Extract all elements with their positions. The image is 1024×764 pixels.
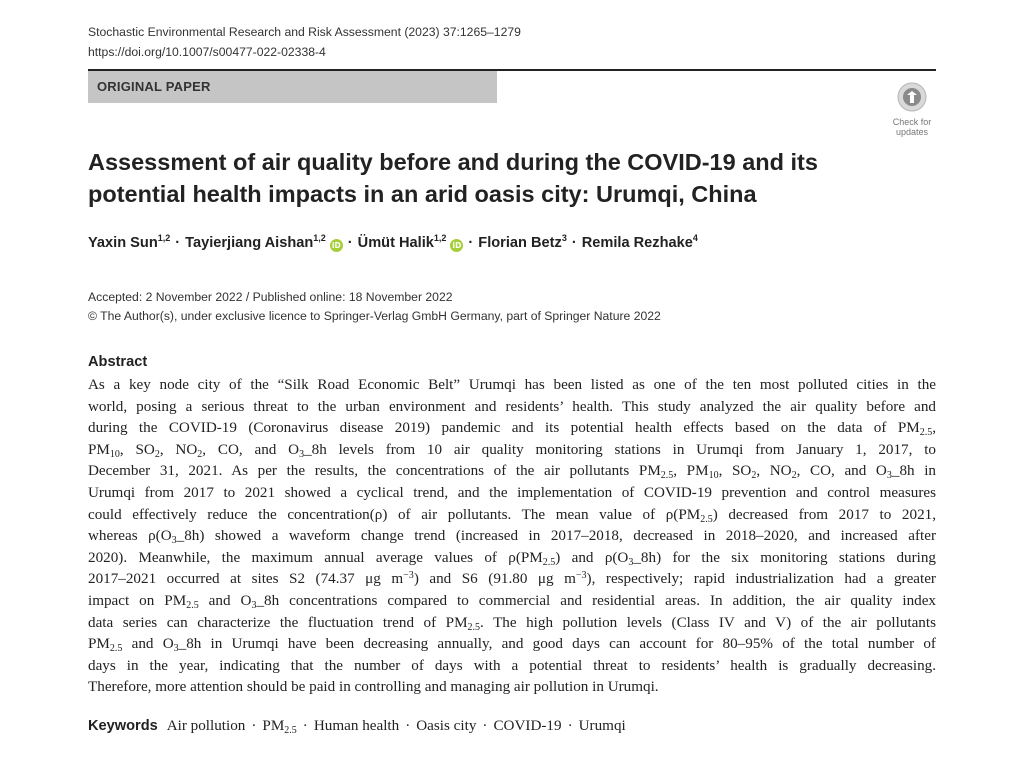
subscript: 3 [299, 448, 305, 460]
keywords-heading: Keywords [88, 718, 158, 734]
subscript: 2.5 [467, 621, 481, 633]
keyword-separator: · [251, 717, 257, 734]
subscript: 2 [197, 448, 203, 460]
author-separator: · [571, 235, 577, 251]
author[interactable] [185, 235, 326, 251]
abstract-line: data series can characterize the fluctuation trend of $PM_{2.5}$. The high pollution levels (Class IV and V) of the air pollutants [88, 613, 936, 633]
author-name: Yaxin Sun [88, 235, 158, 251]
author[interactable] [358, 235, 447, 251]
subscript: 2.5 [109, 643, 123, 655]
abstract-line: December 31, 2021. As per the results, the concentrations of the air pollutants $PM_{2.5}$, $PM_{10}$, $SO_2$, $NO_2$, CO, and $O_3\_8h$ in [88, 462, 936, 482]
abstract-line: days in the year, indicating that the number of days with a potential threat to residents’ health is gradually decreasing. [88, 656, 936, 674]
subscript: 2.5 [284, 725, 297, 736]
author-affiliation: 4 [692, 233, 698, 243]
author-name: Florian Betz [478, 235, 562, 251]
abstract-line: Urumqi from 2017 to 2021 showed a cyclical trend, and the implementation of COVID-19 prevention and control measures [88, 483, 936, 501]
subscript: 2.5 [919, 427, 933, 439]
author-separator: · [347, 235, 353, 251]
abstract-line: whereas $\rho(O_3\_8h)$ showed a waveform change trend (increased in 2017–2018, decreased in 2018–2020, and increased after [88, 527, 936, 547]
author[interactable] [582, 235, 698, 251]
orcid-icon[interactable]: iD [330, 239, 343, 252]
keyword-separator: · [302, 717, 308, 734]
keyword[interactable]: Air pollution [166, 717, 246, 734]
abstract-line: impact on $PM_{2.5}$ and $O_3\_8h$ concentrations compared to commercial and residential areas. In addition, the air quality index [88, 591, 937, 611]
check-for-updates-badge[interactable] [886, 80, 938, 137]
author-separator: · [175, 235, 181, 251]
subscript: 3 [171, 535, 177, 547]
keywords-items [167, 717, 626, 734]
keyword[interactable]: COVID-19 [493, 717, 562, 734]
subscript: 3 [173, 643, 179, 655]
author-name: Tayierjiang Aishan [185, 235, 314, 251]
subscript: 10 [109, 448, 120, 460]
publication-dates [88, 288, 661, 326]
abstract-line: could effectively reduce the concentration(ρ) of air pollutants. The mean value of $\rho(PM_{2.5})$ decreased from 2017 to 2021, [88, 505, 937, 525]
abstract-line: As a key node city of the “Silk Road Economic Belt” Urumqi has been listed as one of the ten most polluted cities in the [88, 376, 936, 393]
author-affiliation: 1,2 [313, 233, 326, 243]
keyword[interactable]: Urumqi [578, 717, 626, 734]
subscript: 3 [628, 556, 634, 568]
orcid-icon[interactable]: iD [450, 239, 463, 252]
copyright-line: © The Author(s), under exclusive licence to Springer-Verlag GmbH Germany, part of Springer Nature 2022 [88, 309, 661, 323]
accepted-published-line: Accepted: 2 November 2022 / Published online: 18 November 2022 [88, 290, 453, 304]
abstract-line: $PM_{10}$, $SO_2$, $NO_2$, CO, and $O_3\_8h$ levels from 10 air quality monitoring stations in Urumqi from January 1, 2017, to [88, 440, 936, 460]
subscript: 10 [708, 470, 719, 482]
keyword[interactable]: Human health [313, 717, 400, 734]
check-updates-icon [897, 82, 927, 112]
section-banner [88, 71, 497, 103]
superscript: −3 [575, 570, 587, 582]
check-updates-line2: updates [895, 127, 929, 137]
subscript: 3 [886, 470, 892, 482]
author[interactable] [478, 235, 567, 251]
keyword-separator: · [405, 717, 411, 734]
keyword[interactable]: $PM_{2.5}$ [262, 717, 297, 736]
author-name: Remila Rezhake [581, 235, 693, 251]
abstract-line: $PM_{2.5}$ and $O_3\_8h$ in Urumqi have been decreasing annually, and good days can account for 80–95% of the total number of [88, 635, 936, 655]
section-label: ORIGINAL PAPER [97, 79, 211, 94]
keyword-separator: · [567, 717, 573, 734]
abstract-line: 2017–2021 occurred at sites S2 (74.37 μg $m^{-3}$) and S6 (91.80 μg $m^{-3}$), respectively; rapid industrialization had a greater [88, 570, 936, 588]
keyword-separator: · [482, 717, 488, 734]
subscript: 2.5 [660, 470, 674, 482]
author[interactable] [88, 235, 170, 251]
journal-citation: Stochastic Environmental Research and Risk Assessment (2023) 37:1265–1279 [88, 25, 521, 39]
abstract-line: 2020). Meanwhile, the maximum annual average values of $\rho(PM_{2.5})$ and $\rho(O_3\_8h)$ for the six monitoring stations during [88, 548, 937, 568]
author-affiliation: 1,2 [157, 233, 171, 243]
author-affiliation: 1,2 [433, 233, 447, 243]
superscript: −3 [403, 570, 414, 582]
author-name: Ümüt Halik [357, 235, 434, 251]
keyword[interactable]: Oasis city [416, 717, 477, 734]
doi-link[interactable]: https://doi.org/10.1007/s00477-022-02338-4 [88, 45, 326, 59]
journal-header [88, 22, 521, 62]
subscript: 2 [154, 448, 160, 460]
article-title: Assessment of air quality before and during the COVID-19 and its potential health impacts in an arid oasis city: Urumqi, China [88, 149, 818, 207]
abstract-line: during the COVID-19 (Coronavirus disease 2019) pandemic and its potential health effects based on the data of $PM_{2.5}$, [88, 419, 936, 439]
abstract-heading: Abstract [88, 354, 148, 370]
abstract-line: world, posing a serious threat to the urban environment and residents’ health. This study analyzed the air quality before and [88, 397, 936, 415]
author-list [88, 235, 698, 252]
author-affiliation: 3 [561, 233, 567, 243]
author-separator: · [468, 235, 474, 251]
subscript: 2.5 [700, 513, 713, 525]
subscript: 2.5 [542, 556, 556, 568]
subscript: 2.5 [186, 599, 199, 611]
subscript: 2 [751, 470, 757, 482]
keywords-line [88, 717, 626, 735]
subscript: 2 [791, 470, 797, 482]
abstract-line: Therefore, more attention should be paid in controlling and managing air pollution in Urumqi. [88, 678, 659, 696]
subscript: 3 [251, 599, 257, 611]
abstract-body [88, 374, 936, 698]
check-updates-line1: Check for [892, 117, 932, 127]
